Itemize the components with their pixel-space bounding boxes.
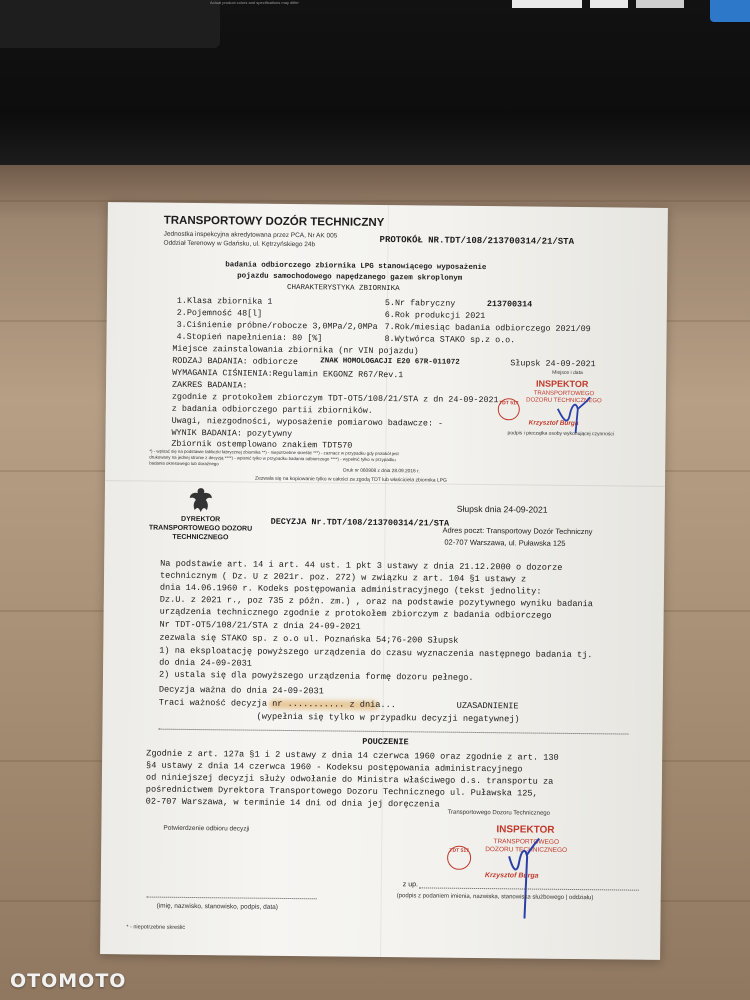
scope-line-2: z badania odbiorczego partii zbiorników.: [171, 403, 373, 416]
instruction-title: POUCZENIE: [362, 736, 409, 748]
director-title-1: DYREKTOR: [181, 515, 221, 524]
decision-valid-until: Decyzja ważna do dnia 24-09-2031: [158, 684, 324, 697]
laptop-sticker: [512, 0, 582, 8]
left-signature-dotted-line: [147, 897, 317, 900]
laptop-sticker-text: Actual product colors and specifications may differ: [210, 0, 299, 5]
decision-line-4: Dz.U. z 2021 r., poz 735 z późn. zm.) , oraz na podstawie pozytywnego wyniku badania: [159, 594, 594, 610]
instruction-line-2: §4 ustawy z dnia 14 czerwca 1960 - Kodeksu postępowania administracyjnego: [146, 760, 523, 775]
instruction-line-5: 02-707 Warszawa, w terminie 14 dni od dnia jej doręczenia: [145, 796, 440, 810]
homologation-mark: ZNAK HOMOLOGACJI E20 67R-011072: [320, 357, 460, 367]
decision-address-1: Adres poczt: Transportowy Dozór Techniczny: [442, 525, 593, 537]
org-name: TRANSPORTOWY DOZÓR TECHNICZNY: [163, 214, 385, 229]
tdt-seal-icon: TDT 517: [498, 398, 520, 420]
right-signature-caption: (podpis z podaniem imienia, nazwiska, stanowiska służbowego | oddziału): [396, 893, 594, 902]
signature-caption: podpis i pieczątka osoby wykonującej czynności: [507, 430, 615, 438]
laptop-sticker: [590, 0, 628, 8]
lower-stamp-line-2: DOZORU TECHNICZNEGO: [485, 846, 568, 854]
char-serial-label: 5.Nr fabryczny: [384, 297, 456, 309]
director-title-3: TECHNICZNEGO: [172, 533, 229, 542]
char-class: 1.Klasa zbiornika 1: [176, 295, 273, 307]
left-signature-caption: (imię, nazwisko, stanowisko, podpis, data): [156, 902, 279, 911]
footnote-line-1: *) - wpisać się na podstawie tabliczki fabrycznej zbiornika **) - niepotrzebne skreślić ***) - zaznacz w przypadku gdy protokół jest: [149, 448, 399, 457]
signature-icon: [554, 395, 594, 437]
lower-tdt-seal-icon: TDT 517: [447, 846, 471, 870]
place-date-caption: Miejsce i data: [552, 369, 583, 377]
form-number: Druk nr 060908 z dnia 28.09.2016 r.: [343, 468, 420, 475]
director-title-2: TRANSPORTOWEGO DOZORU: [148, 524, 253, 533]
otomoto-watermark: OTOMOTO: [10, 970, 127, 992]
install-place: Miejsce zainstalowania zbiornika (nr VIN pojazdu): [172, 343, 419, 357]
lower-stamp-line-1: TRANSPORTOWEGO: [493, 838, 560, 846]
stamp-line-2: DOZORU TECHNICZNEGO: [526, 397, 602, 405]
char-year: 6.Rok produkcji 2021: [384, 309, 486, 322]
decision-number: DECYZJA Nr.TDT/108/213700314/21/STA: [270, 516, 450, 529]
protocol-title-1: badania odbiorczego zbiornika LPG stanowiącego wyposażenie: [225, 261, 487, 273]
inspection-place-date: Słupsk 24-09-2021: [510, 358, 596, 370]
instruction-line-1: Zgodnie z art. 127a §1 i 2 ustawy z dnia 14 czerwca 1960 oraz zgodnie z art. 130: [146, 748, 559, 763]
stamp-inspector-title: INSPEKTOR: [536, 378, 589, 390]
laptop-blue-key: [710, 0, 750, 22]
decision-line-8: 1) na eksploatację powyższego urządzenia do czasu wyznaczenia następnego badania tj.: [159, 645, 593, 661]
laptop-sticker: [636, 0, 684, 8]
decision-line-6: Nr TDT-OT5/108/21/STA z dnia 24-09-2021: [159, 619, 361, 632]
decision-line-2: technicznym ( Dz. U z 2021r. poz. 272) w związku z art. 104 §1 ustawy z: [159, 570, 527, 585]
char-capacity: 2.Pojemność 48[l]: [176, 307, 263, 319]
footnote-unneeded: * - niepotrzebne skreślić: [126, 924, 186, 931]
stamp-mark: Zbiornik ostemplowano znakiem TDT570: [171, 438, 353, 451]
char-test-date: 7.Rok/miesiąc badania odbiorczego 2021/09: [384, 321, 591, 335]
decision-line-3: dnia 14.06.1960 r. Kodeks postępowania administracyjnego (tekst jednolity:: [159, 582, 542, 597]
lower-stamp-inspector-title: INSPEKTOR: [496, 824, 555, 836]
by-authorization: z up.: [402, 881, 419, 889]
org-accreditation: Jednostka inspekcyjna akredytowana przez PCA, Nr AK 005: [163, 230, 338, 240]
char-pressure: 3.Ciśnienie próbne/robocze 3,0MPa/2,0MPa: [176, 319, 378, 332]
decision-line-10: 2) ustala się dla powyższego urządzenia formę dozoru pełnego.: [158, 669, 474, 683]
decision-place-date: Słupsk dnia 24-09-2021: [456, 503, 548, 515]
decision-address-2: 02-707 Warszawa, ul. Puławska 125: [444, 537, 566, 548]
decision-line-1: Na podstawie art. 14 i art. 44 ust. 1 pkt 3 ustawy z dnia 21.12.2000 o dozorze: [160, 558, 563, 573]
receipt-confirmation: Potwierdzenie odbioru decyzji: [163, 824, 250, 833]
copy-note: Zezwala się na kopiowanie tylko w całości za zgodą TDT lub właściciela zbiornika LPG: [255, 475, 447, 484]
characteristics-title: CHARAKTERYSTYKA ZBIORNIKA: [287, 283, 400, 294]
protocol-number: PROTOKÓŁ NR.TDT/108/213700314/21/STA: [379, 234, 575, 247]
scope-label: ZAKRES BADANIA:: [171, 379, 248, 391]
laptop-screen-edge: [0, 0, 220, 48]
decision-line-5: urządzenia technicznego zgodnie z protokołem zbiorczym z badania odbiorczego: [159, 606, 552, 621]
document-paper: [100, 202, 668, 960]
stamp-line-1: TRANSPORTOWEGO: [533, 390, 595, 398]
test-type: RODZAJ BADANIA: odbiorcze: [172, 355, 298, 368]
decision-line-9: do dnia 24-09-2031: [159, 657, 253, 669]
char-manufacturer: 8.Wytwórca STAKO sp.z o.o.: [384, 333, 516, 346]
laptop-background: [0, 0, 750, 165]
char-serial-value: 213700314: [486, 299, 533, 310]
test-result: WYNIK BADANIA: pozytywny: [171, 427, 293, 440]
remarks: Uwagi, niezgodności, wyposażenie pomiarowo badawcze: -: [171, 415, 444, 429]
decision-lost-validity: Traci ważność decyzja nr ........... z dnia...: [158, 697, 396, 711]
decision-line-7: zezwala się STAKO sp. z o.o ul. Poznańska 54;76-200 Słupsk: [159, 632, 459, 646]
eagle-emblem-icon: [187, 485, 215, 515]
requirements: WYMAGANIA CIŚNIENIA:Regulamin EKGONZ R67/Rev.1: [172, 367, 404, 381]
instruction-line-3: od niniejszej decyzji służy odwołanie do Ministra właściwego d.s. transportu za: [145, 772, 554, 787]
stamp-inspector-name: Krzysztof Burga: [528, 419, 579, 428]
instruction-line-4: pośrednictwem Dyrektora Transportowego Dozoru Technicznego ul. Puławska 125,: [145, 784, 538, 799]
footnote-line-2: drukowany na jednej stronie z decyzją ****) - wpisnić tylko w przypadku badania odbiorczego ****) - wypełnić tylko w przypadku: [149, 454, 396, 463]
lower-stamp-header: Transportowego Dozoru Technicznego: [447, 809, 551, 817]
char-filling: 4.Stopień napełnienia: 80 [%]: [176, 331, 323, 344]
protocol-title-2: pojazdu samochodowego napędzanego gazem skroplonym: [237, 272, 463, 283]
justification-title: UZASADNIENIE: [456, 700, 519, 712]
lower-signature-icon: [502, 834, 543, 924]
footnote-line-3: badania okresowego lub doraźnego: [149, 460, 219, 467]
scope-line-1: zgodnie z protokołem zbiorczym TDT-OT5/108/21/STA z dn 24-09-2021: [171, 391, 499, 406]
dotted-separator: [158, 729, 628, 735]
org-address: Oddział Terenowy w Gdańsku, ul. Kętrzyńskiego 24b: [163, 239, 316, 249]
justification-note: (wypełnia się tylko w przypadku decyzji negatywnej): [256, 711, 520, 725]
lower-stamp-inspector-name: Krzysztof Burga: [484, 872, 539, 880]
